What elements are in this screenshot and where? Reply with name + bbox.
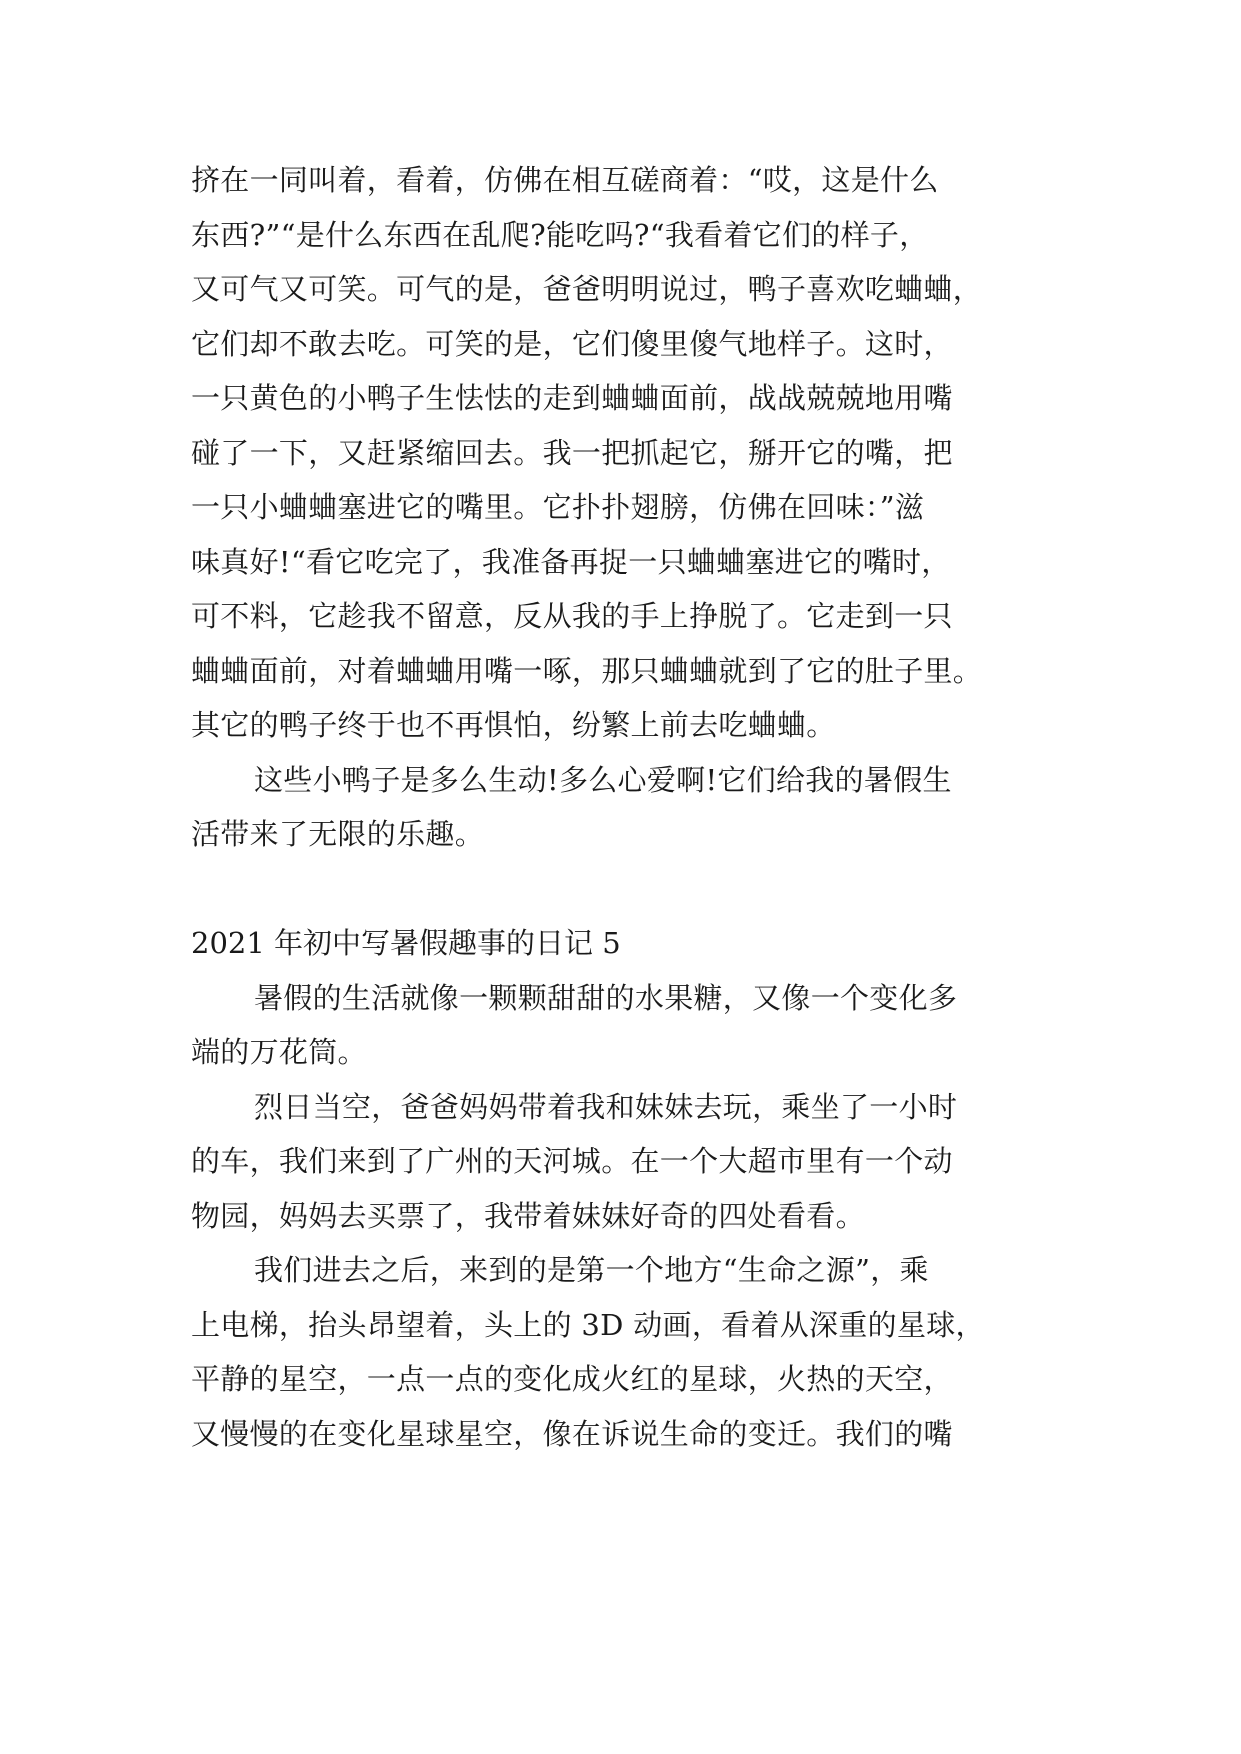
paragraph-line: 上电梯，抬头昂望着，头上的 3D 动画，看着从深重的星球， — [191, 1308, 985, 1342]
paragraph-line: 端的万花筒。 — [191, 1035, 367, 1069]
paragraph-line: 其它的鸭子终于也不再惧怕，纷繁上前去吃蛐蛐。 — [191, 708, 836, 742]
paragraph-line: 碰了一下，又赶紧缩回去。我一把抓起它，掰开它的嘴，把 — [191, 436, 953, 470]
paragraph-line: 它们却不敢去吃。可笑的是，它们傻里傻气地样子。这时， — [191, 327, 953, 361]
paragraph-line: 一只小蛐蛐塞进它的嘴里。它扑扑翅膀，仿佛在回味：”滋 — [191, 490, 925, 524]
paragraph-line: 暑假的生活就像一颗颗甜甜的水果糖，又像一个变化多 — [254, 981, 958, 1015]
paragraph-line: 又慢慢的在变化星球星空，像在诉说生命的变迁。我们的嘴 — [191, 1417, 953, 1451]
paragraph-line: 这些小鸭子是多么生动!多么心爱啊!它们给我的暑假生 — [254, 763, 952, 797]
paragraph-line: 平静的星空，一点一点的变化成火红的星球，火热的天空， — [191, 1362, 953, 1396]
paragraph-line: 又可气又可笑。可气的是，爸爸明明说过，鸭子喜欢吃蛐蛐， — [191, 272, 983, 306]
paragraph-line: 我们进去之后，来到的是第一个地方“生命之源”，乘 — [254, 1253, 929, 1287]
paragraph-line: 物园，妈妈去买票了，我带着妹妹好奇的四处看看。 — [191, 1199, 865, 1233]
paragraph-line: 烈日当空，爸爸妈妈带着我和妹妹去玩，乘坐了一小时 — [254, 1090, 958, 1124]
paragraph-line: 挤在一同叫着，看着，仿佛在相互磋商着：“哎，这是什么 — [191, 163, 939, 197]
paragraph-line: 东西?”“是什么东西在乱爬?能吃吗?“我看着它们的样子， — [191, 218, 929, 252]
paragraph-line: 味真好!“看它吃完了，我准备再捉一只蛐蛐塞进它的嘴时， — [191, 545, 951, 579]
paragraph-line: 的车，我们来到了广州的天河城。在一个大超市里有一个动 — [191, 1144, 953, 1178]
section-heading: 2021 年初中写暑假趣事的日记 5 — [191, 926, 621, 960]
paragraph-line: 活带来了无限的乐趣。 — [191, 817, 485, 851]
paragraph-line: 蛐蛐面前，对着蛐蛐用嘴一啄，那只蛐蛐就到了它的肚子里。 — [191, 654, 983, 688]
paragraph-line: 一只黄色的小鸭子生怯怯的走到蛐蛐面前，战战兢兢地用嘴 — [191, 381, 953, 415]
paragraph-line: 可不料，它趁我不留意，反从我的手上挣脱了。它走到一只 — [191, 599, 953, 633]
